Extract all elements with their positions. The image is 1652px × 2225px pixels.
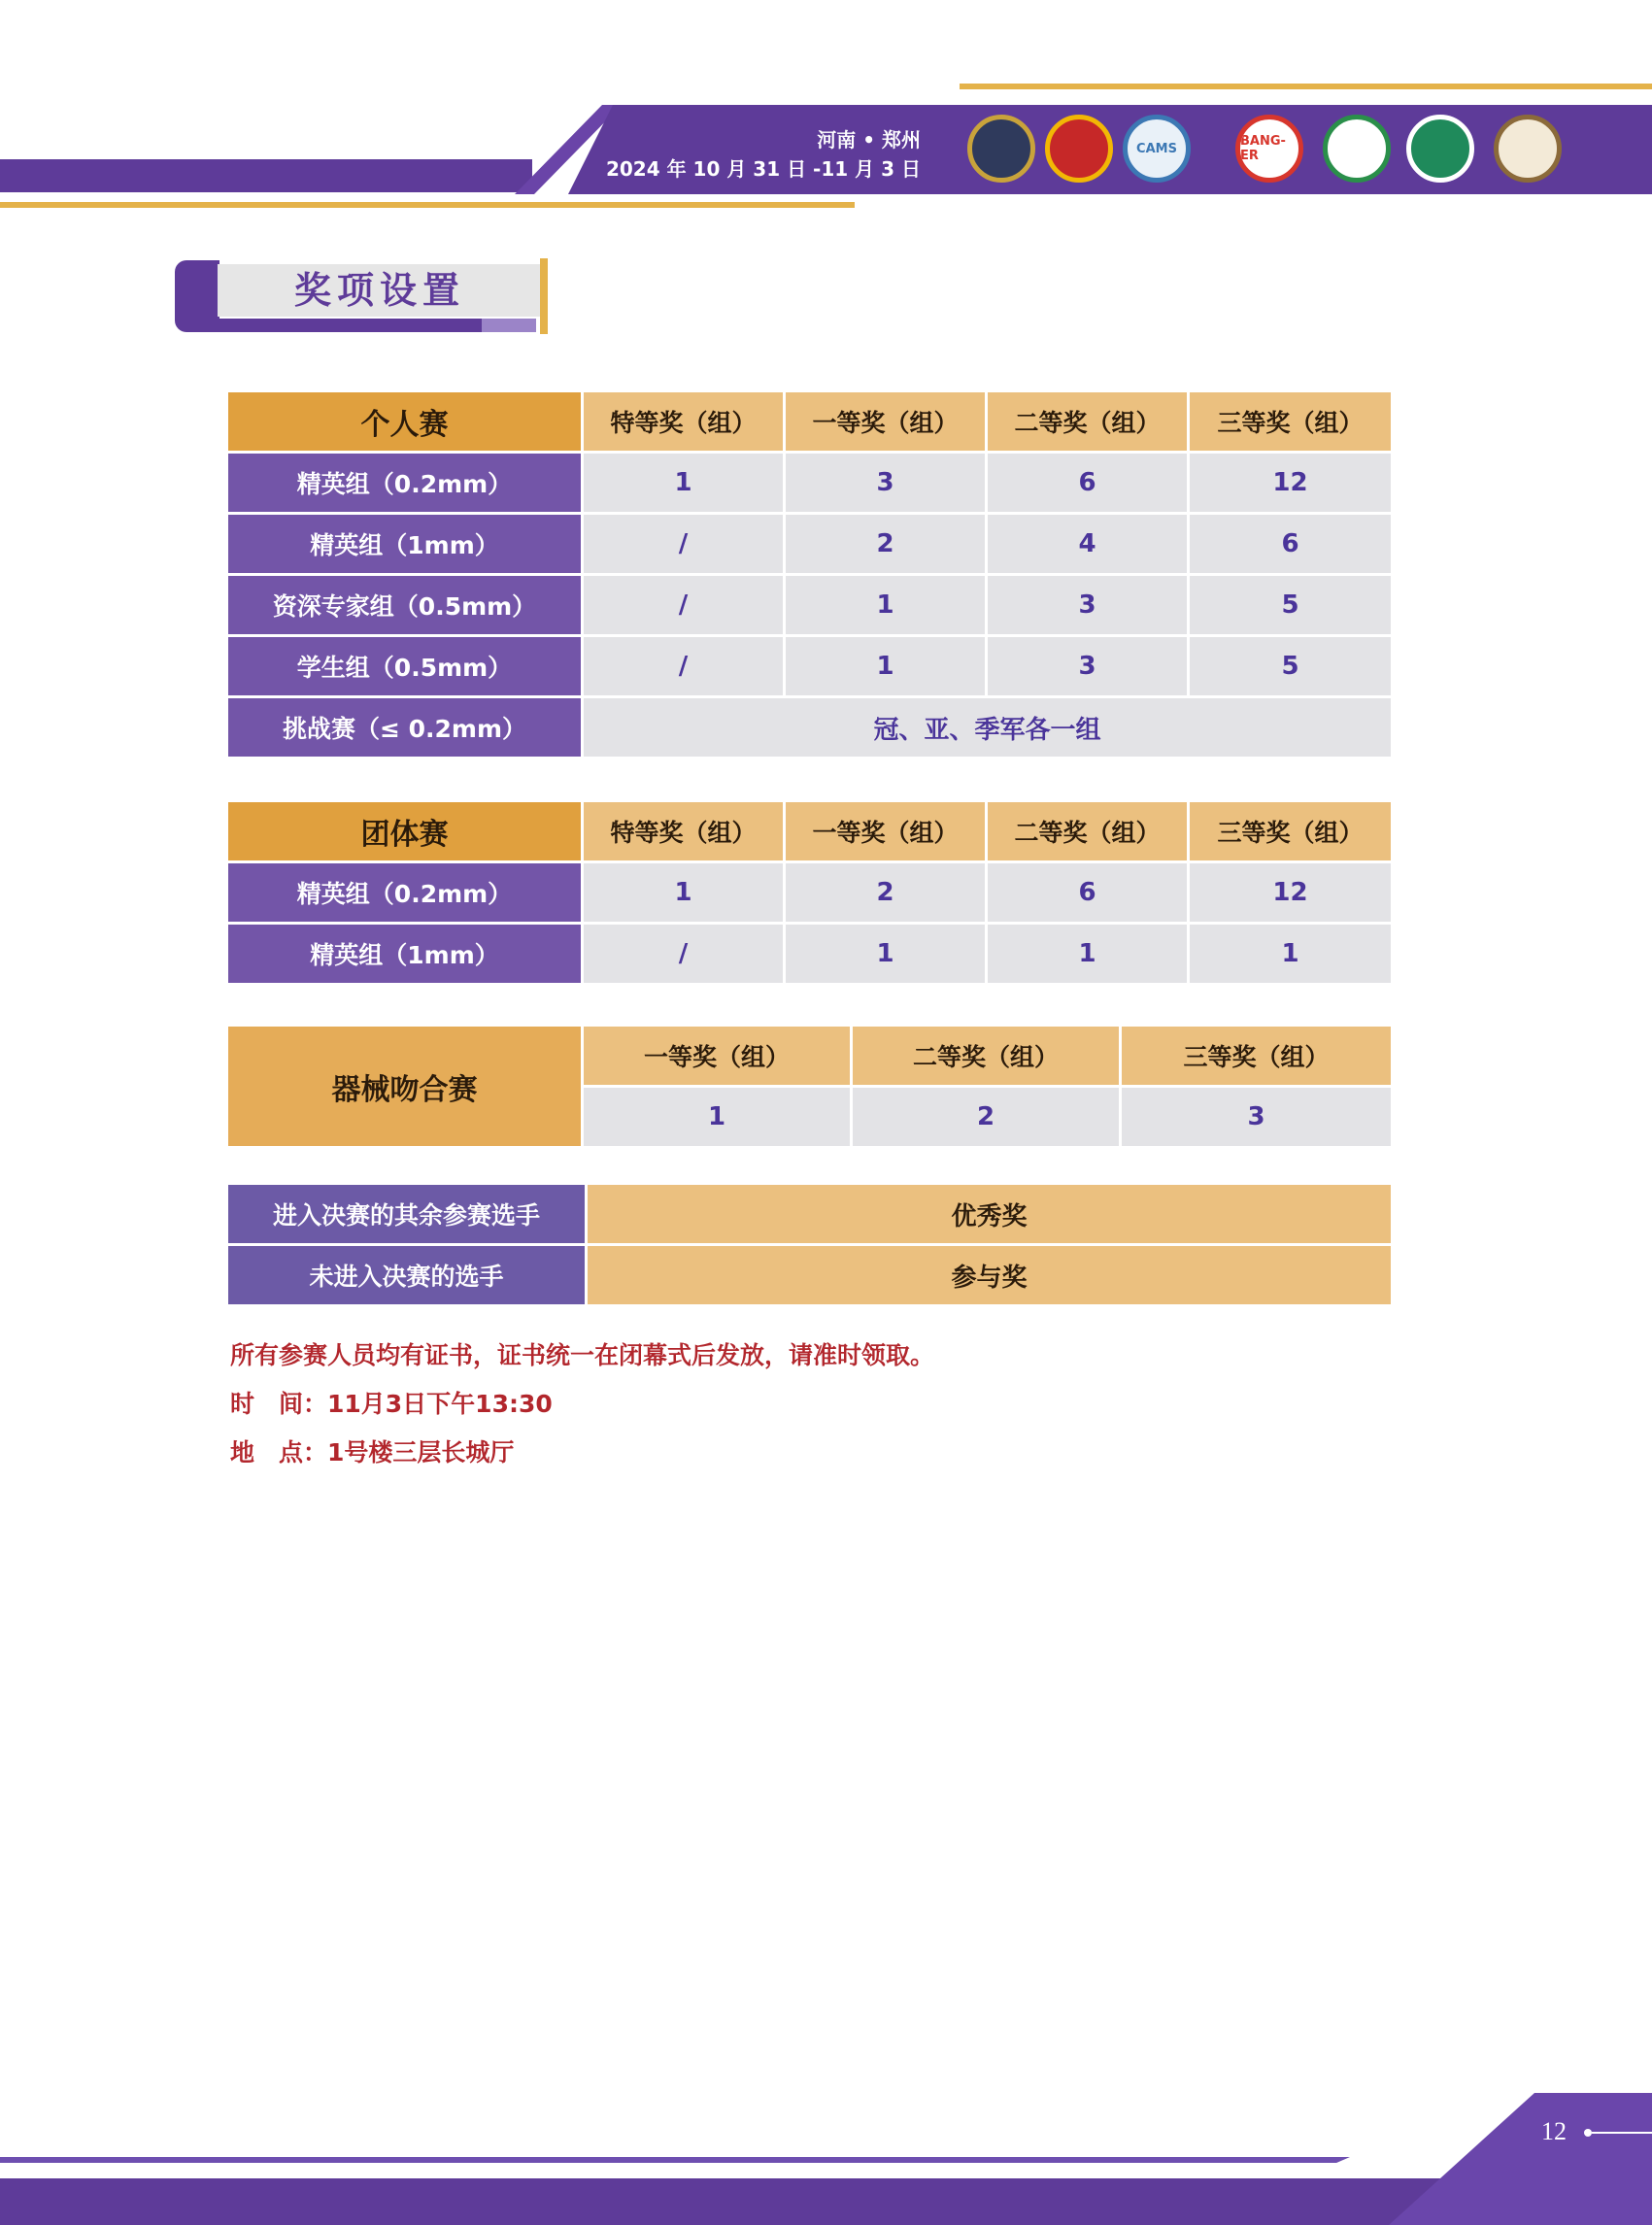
- header-place: 河南 • 郑州: [817, 128, 921, 152]
- header-date: 2024 年 10 月 31 日 -11 月 3 日: [605, 157, 921, 181]
- sponsor-logo-icon: [1494, 115, 1562, 183]
- ceremony-time: 时 间：11月3日下午13:30: [230, 1390, 553, 1418]
- table-row: [227, 924, 1393, 985]
- table-header-row: [227, 391, 1393, 453]
- team-awards-table: [225, 799, 1394, 986]
- table-cell: 1: [785, 575, 987, 636]
- table-cell: 5: [1189, 636, 1393, 697]
- table-cell: /: [583, 924, 785, 985]
- table-row: [227, 636, 1393, 697]
- table-cell: 2: [852, 1087, 1121, 1148]
- page-marker-line: [1592, 2132, 1652, 2134]
- row-label: 精英组（1mm）: [227, 924, 583, 985]
- row-label: 精英组（0.2mm）: [227, 862, 583, 924]
- table-cell: /: [583, 514, 785, 575]
- table-cell: /: [583, 636, 785, 697]
- sponsor-logo-icon: BANG-ER: [1235, 115, 1303, 183]
- table-cell: 3: [987, 636, 1189, 697]
- column-header: 三等奖（组）: [1189, 391, 1393, 453]
- individual-awards-table: [225, 389, 1394, 759]
- table-row: [227, 575, 1393, 636]
- title-underline: [219, 319, 482, 332]
- table-cell: 1: [785, 924, 987, 985]
- column-header: 特等奖（组）: [583, 801, 785, 862]
- table-cell: 6: [1189, 514, 1393, 575]
- header-gold-top-line: [960, 84, 1652, 89]
- table-cell: 3: [785, 453, 987, 514]
- column-header: 三等奖（组）: [1121, 1026, 1393, 1087]
- table-cell: 3: [1121, 1087, 1393, 1148]
- challenge-value: 冠、亚、季军各一组: [583, 697, 1393, 759]
- title-underline-light: [482, 319, 536, 332]
- table-row: [227, 453, 1393, 514]
- row-label: 挑战赛（≤ 0.2mm）: [227, 697, 583, 759]
- table-cell: 5: [1189, 575, 1393, 636]
- row-label: 学生组（0.5mm）: [227, 636, 583, 697]
- table-header-row: [227, 1026, 1393, 1087]
- row-label: 进入决赛的其余参赛选手: [227, 1184, 587, 1245]
- table-cell: 6: [987, 862, 1189, 924]
- table-cell: 1: [987, 924, 1189, 985]
- table-header-row: [227, 801, 1393, 862]
- page-marker-dot: [1584, 2129, 1592, 2137]
- team-title: 团体赛: [227, 801, 583, 862]
- table-row-challenge: [227, 697, 1393, 759]
- table-cell: 1: [785, 636, 987, 697]
- table-cell: 6: [987, 453, 1189, 514]
- row-label: 精英组（0.2mm）: [227, 453, 583, 514]
- table-cell: 3: [987, 575, 1189, 636]
- sponsor-logo-icon: [967, 115, 1035, 183]
- other-awards-table: [225, 1182, 1394, 1307]
- table-row: [227, 1245, 1393, 1306]
- sponsor-logo-icon: CAMS: [1123, 115, 1191, 183]
- table-cell: 1: [1189, 924, 1393, 985]
- column-header: 一等奖（组）: [583, 1026, 852, 1087]
- table-cell: 12: [1189, 453, 1393, 514]
- title-tab-accent: [175, 260, 219, 332]
- column-header: 二等奖（组）: [852, 1026, 1121, 1087]
- column-header: 三等奖（组）: [1189, 801, 1393, 862]
- award-value: 优秀奖: [587, 1184, 1393, 1245]
- table-cell: 2: [785, 862, 987, 924]
- section-title: 奖项设置: [293, 269, 465, 312]
- instrument-title: 器械吻合赛: [227, 1026, 583, 1148]
- column-header: 一等奖（组）: [785, 391, 987, 453]
- row-label: 资深专家组（0.5mm）: [227, 575, 583, 636]
- column-header: 特等奖（组）: [583, 391, 785, 453]
- table-cell: 12: [1189, 862, 1393, 924]
- table-cell: /: [583, 575, 785, 636]
- sponsor-logo-icon: [1406, 115, 1474, 183]
- table-cell: 1: [583, 1087, 852, 1148]
- column-header: 二等奖（组）: [987, 391, 1189, 453]
- certificate-note: 所有参赛人员均有证书，证书统一在闭幕式后发放，请准时领取。: [230, 1341, 935, 1369]
- ceremony-location: 地 点：1号楼三层长城厅: [230, 1438, 515, 1466]
- page-number: 12: [1541, 2117, 1567, 2145]
- table-cell: 1: [583, 453, 785, 514]
- row-label: 未进入决赛的选手: [227, 1245, 587, 1306]
- table-row: [227, 862, 1393, 924]
- table-row: [227, 514, 1393, 575]
- table-cell: 1: [583, 862, 785, 924]
- individual-title: 个人赛: [227, 391, 583, 453]
- row-label: 精英组（1mm）: [227, 514, 583, 575]
- header-gold-line: [0, 202, 855, 208]
- title-gold-bar: [540, 258, 548, 334]
- table-row: [227, 1184, 1393, 1245]
- sponsor-logo-icon: [1323, 115, 1391, 183]
- column-header: 二等奖（组）: [987, 801, 1189, 862]
- table-cell: 2: [785, 514, 987, 575]
- award-value: 参与奖: [587, 1245, 1393, 1306]
- sponsor-logo-icon: [1045, 115, 1113, 183]
- table-cell: 4: [987, 514, 1189, 575]
- instrument-awards-table: [225, 1024, 1394, 1149]
- footer-line: [0, 2157, 1350, 2163]
- header-left-bar: [0, 159, 532, 192]
- column-header: 一等奖（组）: [785, 801, 987, 862]
- footer-page-tab: [1389, 2093, 1652, 2225]
